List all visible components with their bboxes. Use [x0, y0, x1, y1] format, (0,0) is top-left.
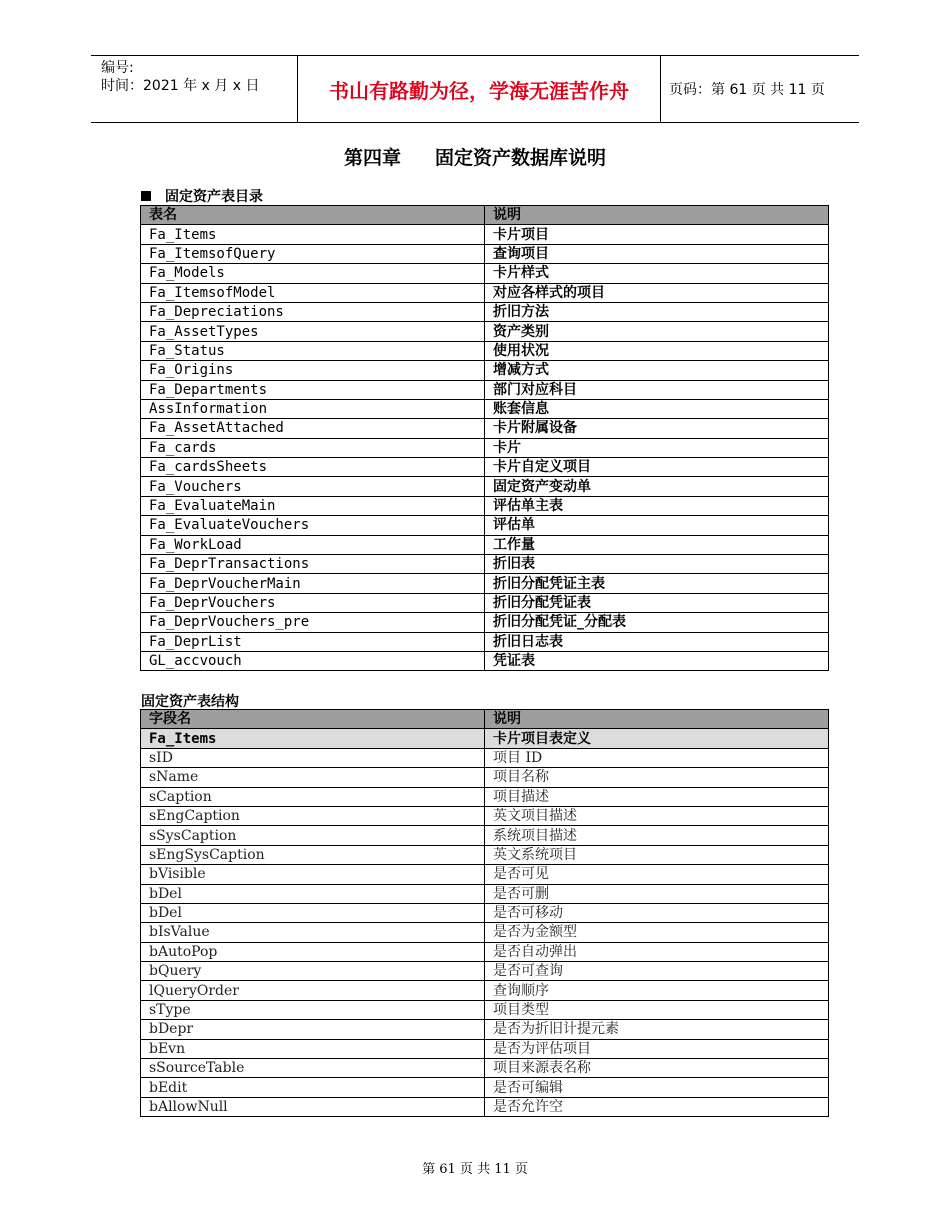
description-cell: 折旧日志表 — [485, 632, 829, 651]
table-row — [141, 748, 829, 767]
header-page-info: 页码：第 61 页 共 11 页 — [669, 82, 825, 98]
table-header-row — [141, 710, 829, 729]
chapter-number: 第四章 — [343, 147, 401, 169]
description-cell: 增减方式 — [485, 361, 829, 380]
subheader-table-name: Fa_Items — [141, 729, 485, 748]
field-name-cell: bDel — [141, 903, 485, 922]
table-row — [141, 302, 829, 321]
field-name-cell: bEdit — [141, 1078, 485, 1097]
table-row — [141, 903, 829, 922]
field-name-cell: bVisible — [141, 865, 485, 884]
table-row — [141, 1020, 829, 1039]
table-row — [141, 399, 829, 418]
table-directory — [140, 205, 829, 671]
table-row — [141, 477, 829, 496]
field-description-cell: 是否为评估项目 — [485, 1039, 829, 1058]
table-row — [141, 768, 829, 787]
table-subheader-row — [141, 729, 829, 748]
table-name-cell: Fa_Depreciations — [141, 302, 485, 321]
field-name-cell: sSysCaption — [141, 826, 485, 845]
table-row — [141, 981, 829, 1000]
table-name-cell: GL_accvouch — [141, 651, 485, 670]
table-name-cell: Fa_WorkLoad — [141, 535, 485, 554]
field-name-cell: sEngSysCaption — [141, 845, 485, 864]
table-name-cell: Fa_DeprList — [141, 632, 485, 651]
description-cell: 查询项目 — [485, 244, 829, 263]
description-cell: 账套信息 — [485, 399, 829, 418]
description-cell: 折旧方法 — [485, 302, 829, 321]
table-name-cell: Fa_EvaluateVouchers — [141, 516, 485, 535]
description-cell: 部门对应科目 — [485, 380, 829, 399]
table-name-cell: Fa_ItemsofQuery — [141, 244, 485, 263]
field-name-cell: bAutoPop — [141, 942, 485, 961]
section-title-text: 固定资产表目录 — [165, 189, 263, 205]
table-row — [141, 225, 829, 244]
description-cell: 资产类别 — [485, 322, 829, 341]
field-description-cell: 是否自动弹出 — [485, 942, 829, 961]
table-row — [141, 962, 829, 981]
description-cell: 卡片项目 — [485, 225, 829, 244]
field-description-cell: 系统项目描述 — [485, 826, 829, 845]
table-row — [141, 884, 829, 903]
table-name-cell: Fa_Origins — [141, 361, 485, 380]
column-header-table-name: 表名 — [141, 206, 485, 225]
table-name-cell: Fa_cardsSheets — [141, 458, 485, 477]
table-name-cell: Fa_AssetAttached — [141, 419, 485, 438]
description-cell: 评估单 — [485, 516, 829, 535]
page-footer: 第 61 页 共 11 页 — [422, 1162, 528, 1177]
field-description-cell: 是否为折旧计提元素 — [485, 1020, 829, 1039]
table-row — [141, 787, 829, 806]
table-name-cell: Fa_Vouchers — [141, 477, 485, 496]
field-description-cell: 是否可编辑 — [485, 1078, 829, 1097]
table-name-cell: Fa_DeprTransactions — [141, 555, 485, 574]
table-row — [141, 380, 829, 399]
field-name-cell: lQueryOrder — [141, 981, 485, 1000]
description-cell: 对应各样式的项目 — [485, 283, 829, 302]
table-row — [141, 1000, 829, 1019]
field-description-cell: 是否可见 — [485, 865, 829, 884]
table-name-cell: Fa_Departments — [141, 380, 485, 399]
table-row — [141, 593, 829, 612]
table-name-cell: Fa_DeprVouchers_pre — [141, 613, 485, 632]
chapter-name: 固定资产数据库说明 — [435, 147, 607, 169]
field-name-cell: bAllowNull — [141, 1097, 485, 1116]
field-name-cell: sCaption — [141, 787, 485, 806]
table-name-cell: Fa_Items — [141, 225, 485, 244]
field-name-cell: sEngCaption — [141, 806, 485, 825]
table-row — [141, 651, 829, 670]
header-motto: 书山有路勤为径，学海无涯苦作舟 — [297, 56, 661, 122]
header-meta — [91, 56, 297, 122]
table-row — [141, 942, 829, 961]
table-name-cell: Fa_ItemsofModel — [141, 283, 485, 302]
field-description-cell: 是否为金额型 — [485, 923, 829, 942]
table-name-cell: Fa_cards — [141, 438, 485, 457]
table-name-cell: Fa_Models — [141, 264, 485, 283]
table-row — [141, 458, 829, 477]
page-header — [91, 55, 859, 123]
table-row — [141, 1097, 829, 1116]
table-row — [141, 244, 829, 263]
table-row — [141, 826, 829, 845]
column-header-description: 说明 — [485, 206, 829, 225]
field-name-cell: sID — [141, 748, 485, 767]
description-cell: 折旧分配凭证_分配表 — [485, 613, 829, 632]
field-description-cell: 是否允许空 — [485, 1097, 829, 1116]
field-description-cell: 项目描述 — [485, 787, 829, 806]
field-name-cell: sSourceTable — [141, 1059, 485, 1078]
description-cell: 使用状况 — [485, 341, 829, 360]
table-header-row — [141, 206, 829, 225]
table-name-cell: Fa_EvaluateMain — [141, 496, 485, 515]
field-description-cell: 是否可移动 — [485, 903, 829, 922]
description-cell: 工作量 — [485, 535, 829, 554]
field-name-cell: bIsValue — [141, 923, 485, 942]
table-row — [141, 1039, 829, 1058]
square-bullet-icon — [141, 191, 151, 201]
field-name-cell: bEvn — [141, 1039, 485, 1058]
field-description-cell: 项目 ID — [485, 748, 829, 767]
description-cell: 卡片附属设备 — [485, 419, 829, 438]
table-name-cell: Fa_AssetTypes — [141, 322, 485, 341]
field-description-cell: 项目名称 — [485, 768, 829, 787]
document-time: 时间：2021 年 x 月 x 日 — [101, 78, 260, 94]
description-cell: 评估单主表 — [485, 496, 829, 515]
table-row — [141, 632, 829, 651]
table-row — [141, 845, 829, 864]
field-description-cell: 英文项目描述 — [485, 806, 829, 825]
table-row — [141, 322, 829, 341]
table-name-cell: Fa_DeprVouchers — [141, 593, 485, 612]
table-row — [141, 341, 829, 360]
table-name-cell: Fa_Status — [141, 341, 485, 360]
table-row — [141, 361, 829, 380]
field-name-cell: bDel — [141, 884, 485, 903]
field-description-cell: 是否可查询 — [485, 962, 829, 981]
subheader-description: 卡片项目表定义 — [485, 729, 829, 748]
table-row — [141, 438, 829, 457]
field-description-cell: 是否可删 — [485, 884, 829, 903]
table-row — [141, 264, 829, 283]
description-cell: 折旧分配凭证主表 — [485, 574, 829, 593]
table-row — [141, 283, 829, 302]
field-name-cell: sName — [141, 768, 485, 787]
column-header-description: 说明 — [485, 710, 829, 729]
description-cell: 凭证表 — [485, 651, 829, 670]
description-cell: 卡片自定义项目 — [485, 458, 829, 477]
document-number-label: 编号: — [101, 60, 134, 76]
table-row — [141, 574, 829, 593]
field-name-cell: bDepr — [141, 1020, 485, 1039]
description-cell: 卡片样式 — [485, 264, 829, 283]
table-name-cell: Fa_DeprVoucherMain — [141, 574, 485, 593]
column-header-field-name: 字段名 — [141, 710, 485, 729]
description-cell: 固定资产变动单 — [485, 477, 829, 496]
table-name-cell: AssInformation — [141, 399, 485, 418]
table-row — [141, 923, 829, 942]
field-name-cell: bQuery — [141, 962, 485, 981]
table-row — [141, 1059, 829, 1078]
table-row — [141, 516, 829, 535]
table-row — [141, 419, 829, 438]
table-row — [141, 865, 829, 884]
field-description-cell: 项目来源表名称 — [485, 1059, 829, 1078]
table-row — [141, 535, 829, 554]
table-row — [141, 613, 829, 632]
description-cell: 折旧表 — [485, 555, 829, 574]
table-row — [141, 496, 829, 515]
field-name-cell: sType — [141, 1000, 485, 1019]
description-cell: 卡片 — [485, 438, 829, 457]
section-table-directory-title — [141, 186, 263, 206]
table-row — [141, 806, 829, 825]
chapter-title — [0, 143, 950, 170]
description-cell: 折旧分配凭证表 — [485, 593, 829, 612]
field-description-cell: 英文系统项目 — [485, 845, 829, 864]
table-row — [141, 555, 829, 574]
field-description-cell: 项目类型 — [485, 1000, 829, 1019]
field-description-cell: 查询顺序 — [485, 981, 829, 1000]
section-table-structure-title: 固定资产表结构 — [141, 694, 239, 710]
table-structure — [140, 709, 829, 1117]
table-row — [141, 1078, 829, 1097]
